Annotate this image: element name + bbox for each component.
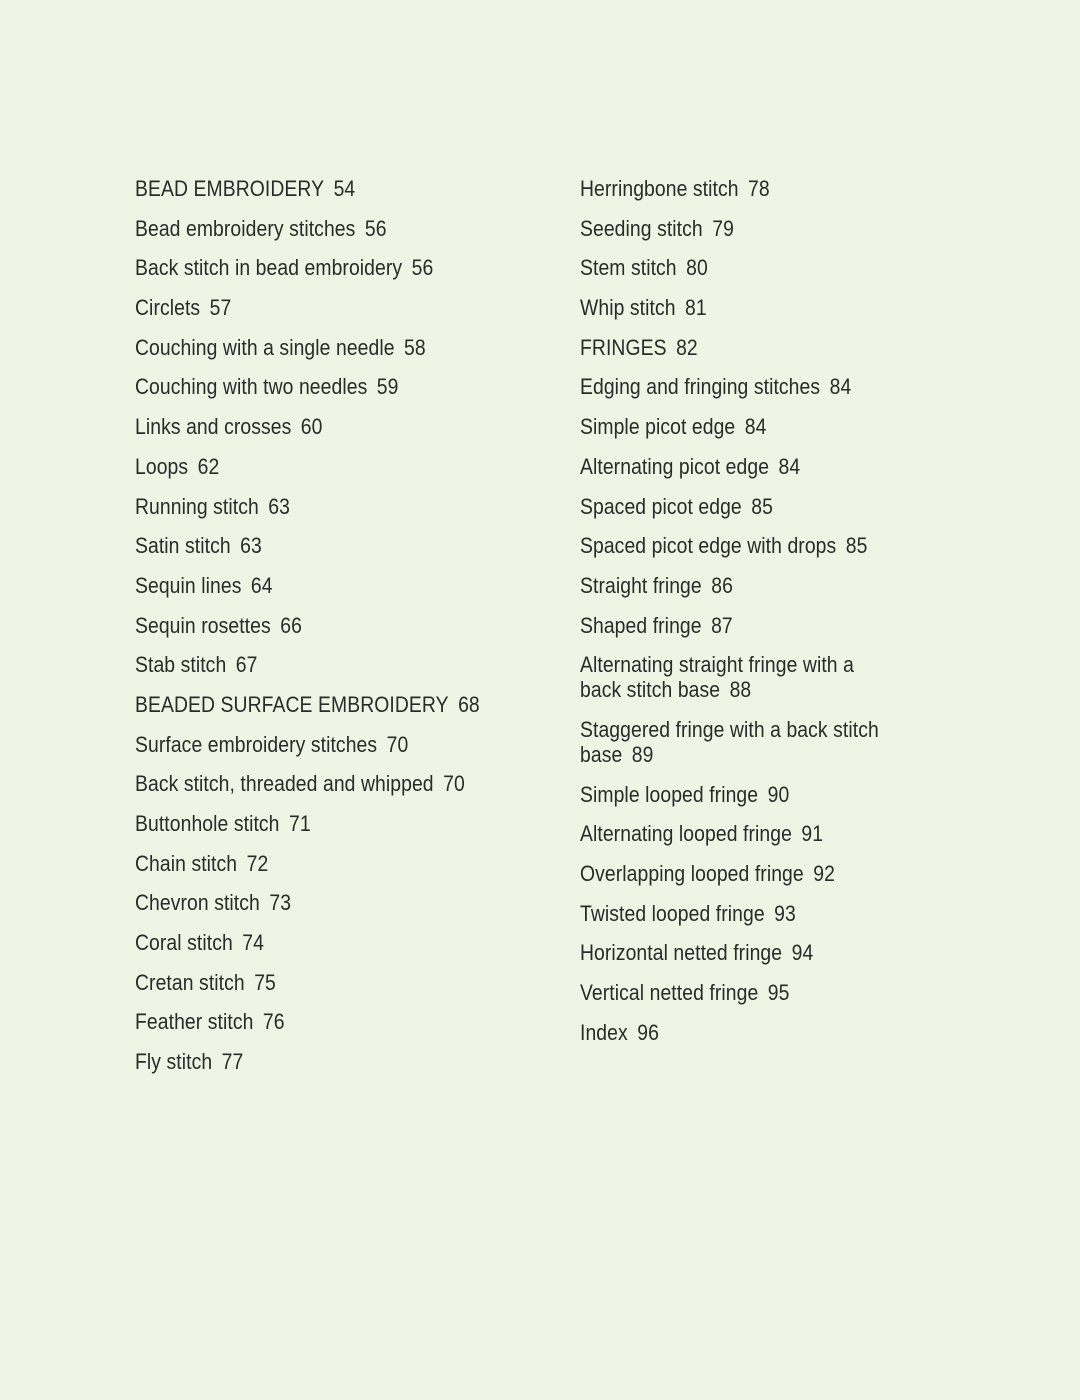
toc-entry-title: Cretan stitch bbox=[135, 969, 245, 995]
toc-entry bbox=[135, 930, 554, 955]
toc-entry-title: Fly stitch bbox=[135, 1049, 213, 1075]
toc-entry bbox=[135, 176, 554, 201]
toc-entry bbox=[135, 692, 554, 717]
toc-entry-title: Horizontal netted fringe bbox=[580, 940, 783, 966]
toc-entry-page-number: 70 bbox=[443, 771, 465, 797]
toc-entry-title: Chain stitch bbox=[135, 850, 238, 876]
toc-entry-page-number: 95 bbox=[767, 980, 790, 1006]
toc-entry-page-number: 85 bbox=[751, 493, 773, 519]
toc-entry-title: Chevron stitch bbox=[135, 890, 260, 916]
toc-entry-page-number: 77 bbox=[221, 1049, 244, 1075]
toc-entry bbox=[135, 255, 554, 280]
toc-entry-page-number: 72 bbox=[246, 850, 269, 876]
toc-entry bbox=[580, 494, 889, 519]
toc-entry-title: Spaced picot edge with drops bbox=[580, 533, 837, 559]
toc-entry bbox=[580, 980, 889, 1005]
toc-entry-title: Whip stitch bbox=[580, 295, 676, 321]
toc-entry bbox=[135, 652, 554, 677]
toc-entry bbox=[580, 176, 889, 201]
toc-entry-title: Vertical netted fringe bbox=[580, 980, 759, 1006]
toc-entry bbox=[580, 717, 889, 767]
toc-entry bbox=[580, 782, 889, 807]
toc-entry-title: Stab stitch bbox=[135, 652, 227, 678]
toc-entry-page-number: 66 bbox=[280, 612, 302, 638]
toc-entry-page-number: 86 bbox=[711, 572, 733, 598]
toc-entry bbox=[580, 861, 889, 886]
toc-entry-page-number: 71 bbox=[288, 811, 311, 836]
toc-entry-page-number: 84 bbox=[829, 374, 852, 400]
toc-entry-title: Alternating picot edge bbox=[580, 453, 770, 479]
toc-entry-page-number: 73 bbox=[269, 890, 292, 916]
toc-entry bbox=[135, 374, 554, 399]
toc-entry bbox=[580, 821, 889, 846]
toc-entry-page-number: 84 bbox=[744, 414, 767, 440]
toc-entry-title: Circlets bbox=[135, 295, 201, 321]
toc-entry-page-number: 88 bbox=[729, 677, 752, 703]
toc-entry bbox=[135, 1049, 554, 1074]
toc-entry bbox=[135, 533, 554, 558]
toc-entry-page-number: 58 bbox=[404, 334, 426, 360]
toc-entry bbox=[135, 811, 554, 836]
toc-entry-page-number: 80 bbox=[686, 255, 708, 281]
toc-entry-page-number: 93 bbox=[774, 900, 796, 926]
toc-entry bbox=[580, 454, 889, 479]
toc-entry-title: BEADED SURFACE EMBROIDERY bbox=[135, 691, 449, 717]
toc-entry-title: Shaped fringe bbox=[580, 612, 702, 638]
toc-entry bbox=[580, 374, 889, 399]
toc-entry-page-number: 56 bbox=[364, 215, 387, 241]
toc-entry-title: Alternating straight fringe with a back stitch base bbox=[580, 652, 854, 703]
toc-entry-page-number: 87 bbox=[711, 612, 733, 638]
toc-entry-title: Edging and fringing stitches bbox=[580, 374, 821, 400]
toc-entry-page-number: 91 bbox=[801, 821, 824, 847]
toc-entry-title: Feather stitch bbox=[135, 1009, 254, 1035]
toc-entry bbox=[135, 1009, 554, 1034]
toc-entry-title: Index bbox=[580, 1019, 628, 1045]
toc-entry-page-number: 68 bbox=[458, 691, 480, 717]
toc-entry-page-number: 81 bbox=[685, 295, 707, 321]
toc-entry-page-number: 60 bbox=[300, 414, 323, 440]
toc-entry-page-number: 79 bbox=[712, 215, 734, 241]
toc-entry-title: FRINGES bbox=[580, 334, 667, 360]
toc-entry bbox=[580, 1020, 889, 1045]
toc-entry bbox=[135, 216, 554, 241]
toc-entry bbox=[135, 494, 554, 519]
toc-entry-title: BEAD EMBROIDERY bbox=[135, 176, 325, 201]
toc-entry-page-number: 82 bbox=[676, 334, 698, 360]
toc-entry-title: Buttonhole stitch bbox=[135, 811, 280, 836]
toc-entry-page-number: 85 bbox=[845, 533, 868, 559]
toc-entry bbox=[580, 901, 889, 926]
toc-entry-title: Overlapping looped fringe bbox=[580, 861, 804, 886]
toc-entry bbox=[135, 970, 554, 995]
toc-entry-page-number: 70 bbox=[386, 731, 409, 757]
toc-entry-page-number: 89 bbox=[631, 741, 654, 767]
toc-entry bbox=[135, 890, 554, 915]
toc-entry bbox=[580, 335, 889, 360]
toc-entry bbox=[135, 573, 554, 598]
toc-entry-title: Links and crosses bbox=[135, 414, 292, 440]
toc-entry bbox=[580, 533, 889, 558]
toc-entry-title: Spaced picot edge bbox=[580, 493, 742, 519]
toc-entry bbox=[580, 613, 889, 638]
toc-entry-page-number: 62 bbox=[197, 453, 220, 479]
toc-column-left bbox=[135, 176, 555, 1089]
toc-entry-page-number: 56 bbox=[411, 255, 434, 281]
toc-entry-title: Simple picot edge bbox=[580, 414, 736, 440]
toc-entry-page-number: 75 bbox=[254, 969, 276, 995]
toc-entry-title: Satin stitch bbox=[135, 533, 231, 559]
toc-entry-title: Bead embroidery stitches bbox=[135, 215, 356, 241]
toc-entry bbox=[135, 771, 554, 796]
toc-entry-title: Surface embroidery stitches bbox=[135, 731, 378, 757]
toc-entry-page-number: 94 bbox=[791, 940, 814, 966]
toc-entry-page-number: 59 bbox=[376, 374, 399, 400]
toc-entry bbox=[135, 414, 554, 439]
toc-entry-title: Couching with a single needle bbox=[135, 334, 395, 360]
toc-entry-title: Staggered fringe with a back stitch base bbox=[580, 716, 879, 767]
toc-entry bbox=[135, 454, 554, 479]
toc-entry bbox=[135, 295, 554, 320]
toc-entry-title: Couching with two needles bbox=[135, 374, 368, 400]
toc-entry-title: Back stitch in bead embroidery bbox=[135, 255, 403, 281]
toc-entry bbox=[580, 652, 889, 702]
toc-entry-title: Coral stitch bbox=[135, 930, 233, 956]
toc-entry-page-number: 67 bbox=[235, 652, 258, 678]
toc-entry-page-number: 96 bbox=[637, 1019, 659, 1045]
toc-entry bbox=[135, 335, 554, 360]
toc-entry-page-number: 92 bbox=[813, 861, 835, 886]
toc-entry bbox=[135, 732, 554, 757]
toc-entry-title: Simple looped fringe bbox=[580, 781, 759, 807]
toc-entry-title: Running stitch bbox=[135, 493, 259, 519]
toc-entry bbox=[580, 255, 889, 280]
toc-entry bbox=[580, 573, 889, 598]
toc-entry-title: Herringbone stitch bbox=[580, 176, 739, 201]
toc-entry-title: Twisted looped fringe bbox=[580, 900, 765, 926]
toc-entry bbox=[580, 414, 889, 439]
toc-entry bbox=[135, 613, 554, 638]
toc-entry bbox=[580, 216, 889, 241]
toc-entry-page-number: 76 bbox=[262, 1009, 285, 1035]
toc-entry-title: Stem stitch bbox=[580, 255, 677, 281]
toc-entry-title: Loops bbox=[135, 453, 189, 479]
toc-entry bbox=[135, 851, 554, 876]
toc-entry-page-number: 63 bbox=[268, 493, 290, 519]
toc-column-right bbox=[580, 176, 890, 1059]
toc-entry-page-number: 84 bbox=[778, 453, 801, 479]
toc-entry bbox=[580, 295, 889, 320]
toc-entry-title: Seeding stitch bbox=[580, 215, 703, 241]
toc-entry-title: Sequin lines bbox=[135, 572, 242, 598]
toc-entry-page-number: 57 bbox=[209, 295, 232, 321]
toc-entry-page-number: 78 bbox=[748, 176, 770, 201]
toc-entry-title: Straight fringe bbox=[580, 572, 702, 598]
toc-entry-page-number: 74 bbox=[242, 930, 264, 956]
toc-entry-title: Back stitch, threaded and whipped bbox=[135, 771, 434, 797]
toc-entry-title: Alternating looped fringe bbox=[580, 821, 792, 847]
toc-entry-page-number: 63 bbox=[240, 533, 262, 559]
toc-entry-page-number: 90 bbox=[767, 781, 790, 807]
toc-entry-title: Sequin rosettes bbox=[135, 612, 271, 638]
toc-entry-page-number: 54 bbox=[333, 176, 356, 201]
toc-entry-page-number: 64 bbox=[250, 572, 273, 598]
toc-entry bbox=[580, 940, 889, 965]
